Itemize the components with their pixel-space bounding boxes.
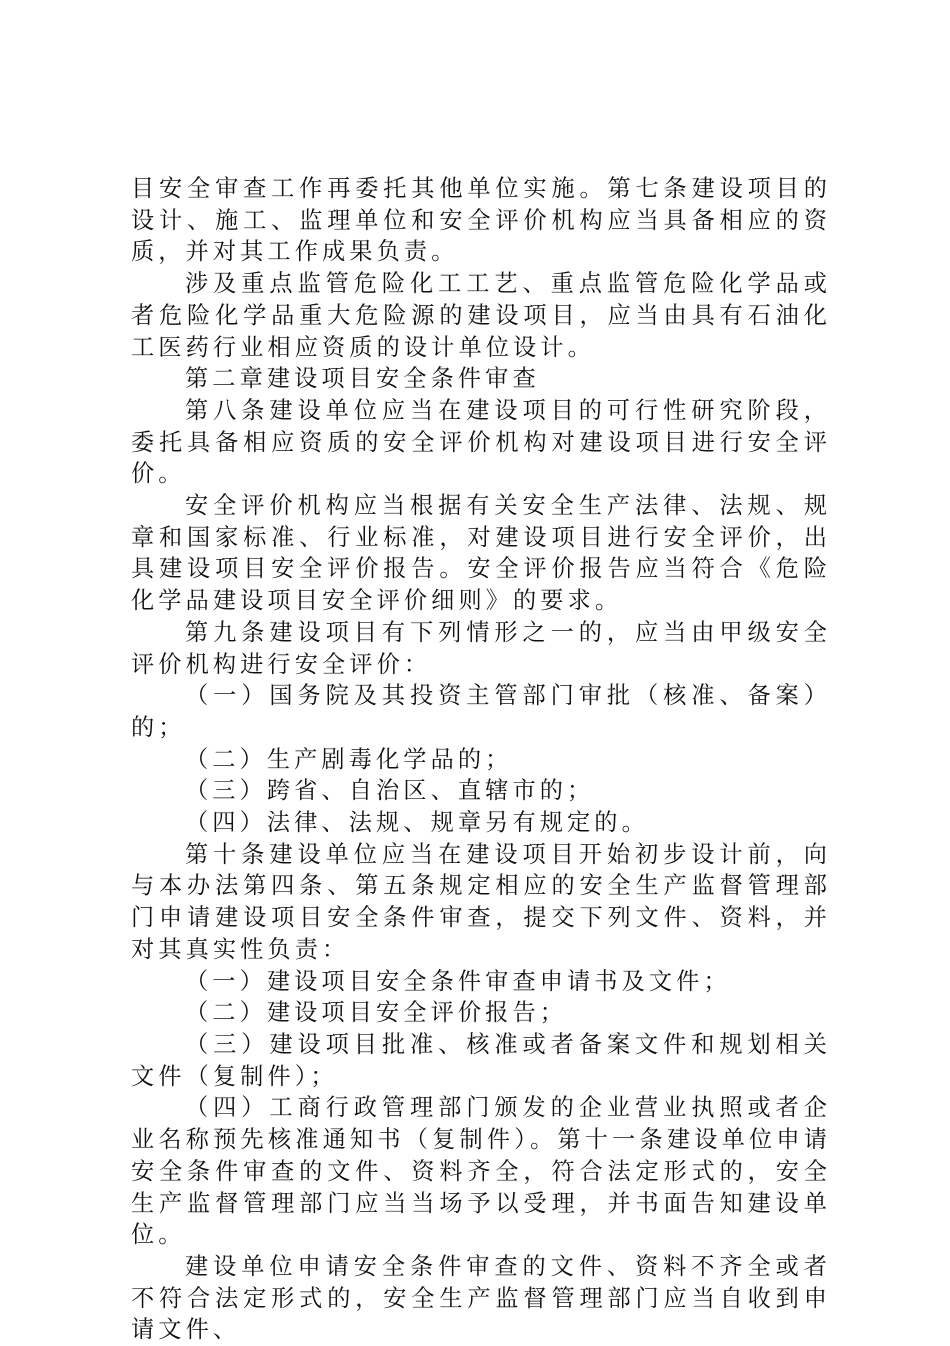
list-item-9-4: （四）法律、法规、规章另有规定的。 — [185, 809, 649, 837]
paragraph-article-10: 第十条建设单位应当在建设项目开始初步设计前，向与本办法第四条、第五条规定相应的安全生产监督管理部门申请建设项目安全条件审查，提交下列文件、资料，并对其真实性负责： — [131, 840, 831, 963]
list-item-10-1: （一）建设项目安全条件审查申请书及文件； — [185, 967, 731, 995]
paragraph-1: 目安全审查工作再委托其他单位实施。第七条建设项目的设计、施工、监理单位和安全评价机构应当具备相应的资质，并对其工作成果负责。 — [131, 175, 831, 266]
list-item-10-3: （三）建设项目批准、核准或者备案文件和规划相关文件（复制件）； — [131, 1030, 831, 1090]
paragraph-4: 安全评价机构应当根据有关安全生产法律、法规、规章和国家标准、行业标准，对建设项目进行安全评价，出具建设项目安全评价报告。安全评价报告应当符合《危险化学品建设项目安全评价细则》的要求。 — [131, 492, 831, 615]
paragraph-2: 涉及重点监管危险化工工艺、重点监管危险化学品或者危险化学品重大危险源的建设项目，应当由具有石油化工医药行业相应资质的设计单位设计。 — [131, 270, 831, 361]
list-item-9-3: （三）跨省、自治区、直辖市的； — [185, 777, 595, 805]
list-item-9-2: （二）生产剧毒化学品的； — [185, 745, 513, 773]
document-body — [131, 173, 831, 1346]
paragraph-article-9: 第九条建设项目有下列情形之一的，应当由甲级安全评价机构进行安全评价： — [131, 618, 831, 678]
paragraph-article-8: 第八条建设单位应当在建设项目的可行性研究阶段，委托具备相应资质的安全评价机构对建设项目进行安全评价。 — [131, 396, 831, 488]
chapter-heading: 第二章建设项目安全条件审查 — [185, 365, 540, 393]
list-item-9-1: （一）国务院及其投资主管部门审批（核准、备案）的； — [131, 682, 831, 741]
list-item-10-2: （二）建设项目安全评价报告； — [185, 999, 568, 1027]
paragraph-last: 建设单位申请安全条件审查的文件、资料不齐全或者不符合法定形式的，安全生产监督管理部门应当自收到申请文件、 — [131, 1252, 831, 1344]
list-item-10-4: （四）工商行政管理部门颁发的企业营业执照或者企业名称预先核准通知书（复制件）。第十一条建设单位申请安全条件审查的文件、资料齐全，符合法定形式的，安全生产监督管理部门应当当场予以受理，并书面告知建设单位。 — [131, 1094, 831, 1249]
